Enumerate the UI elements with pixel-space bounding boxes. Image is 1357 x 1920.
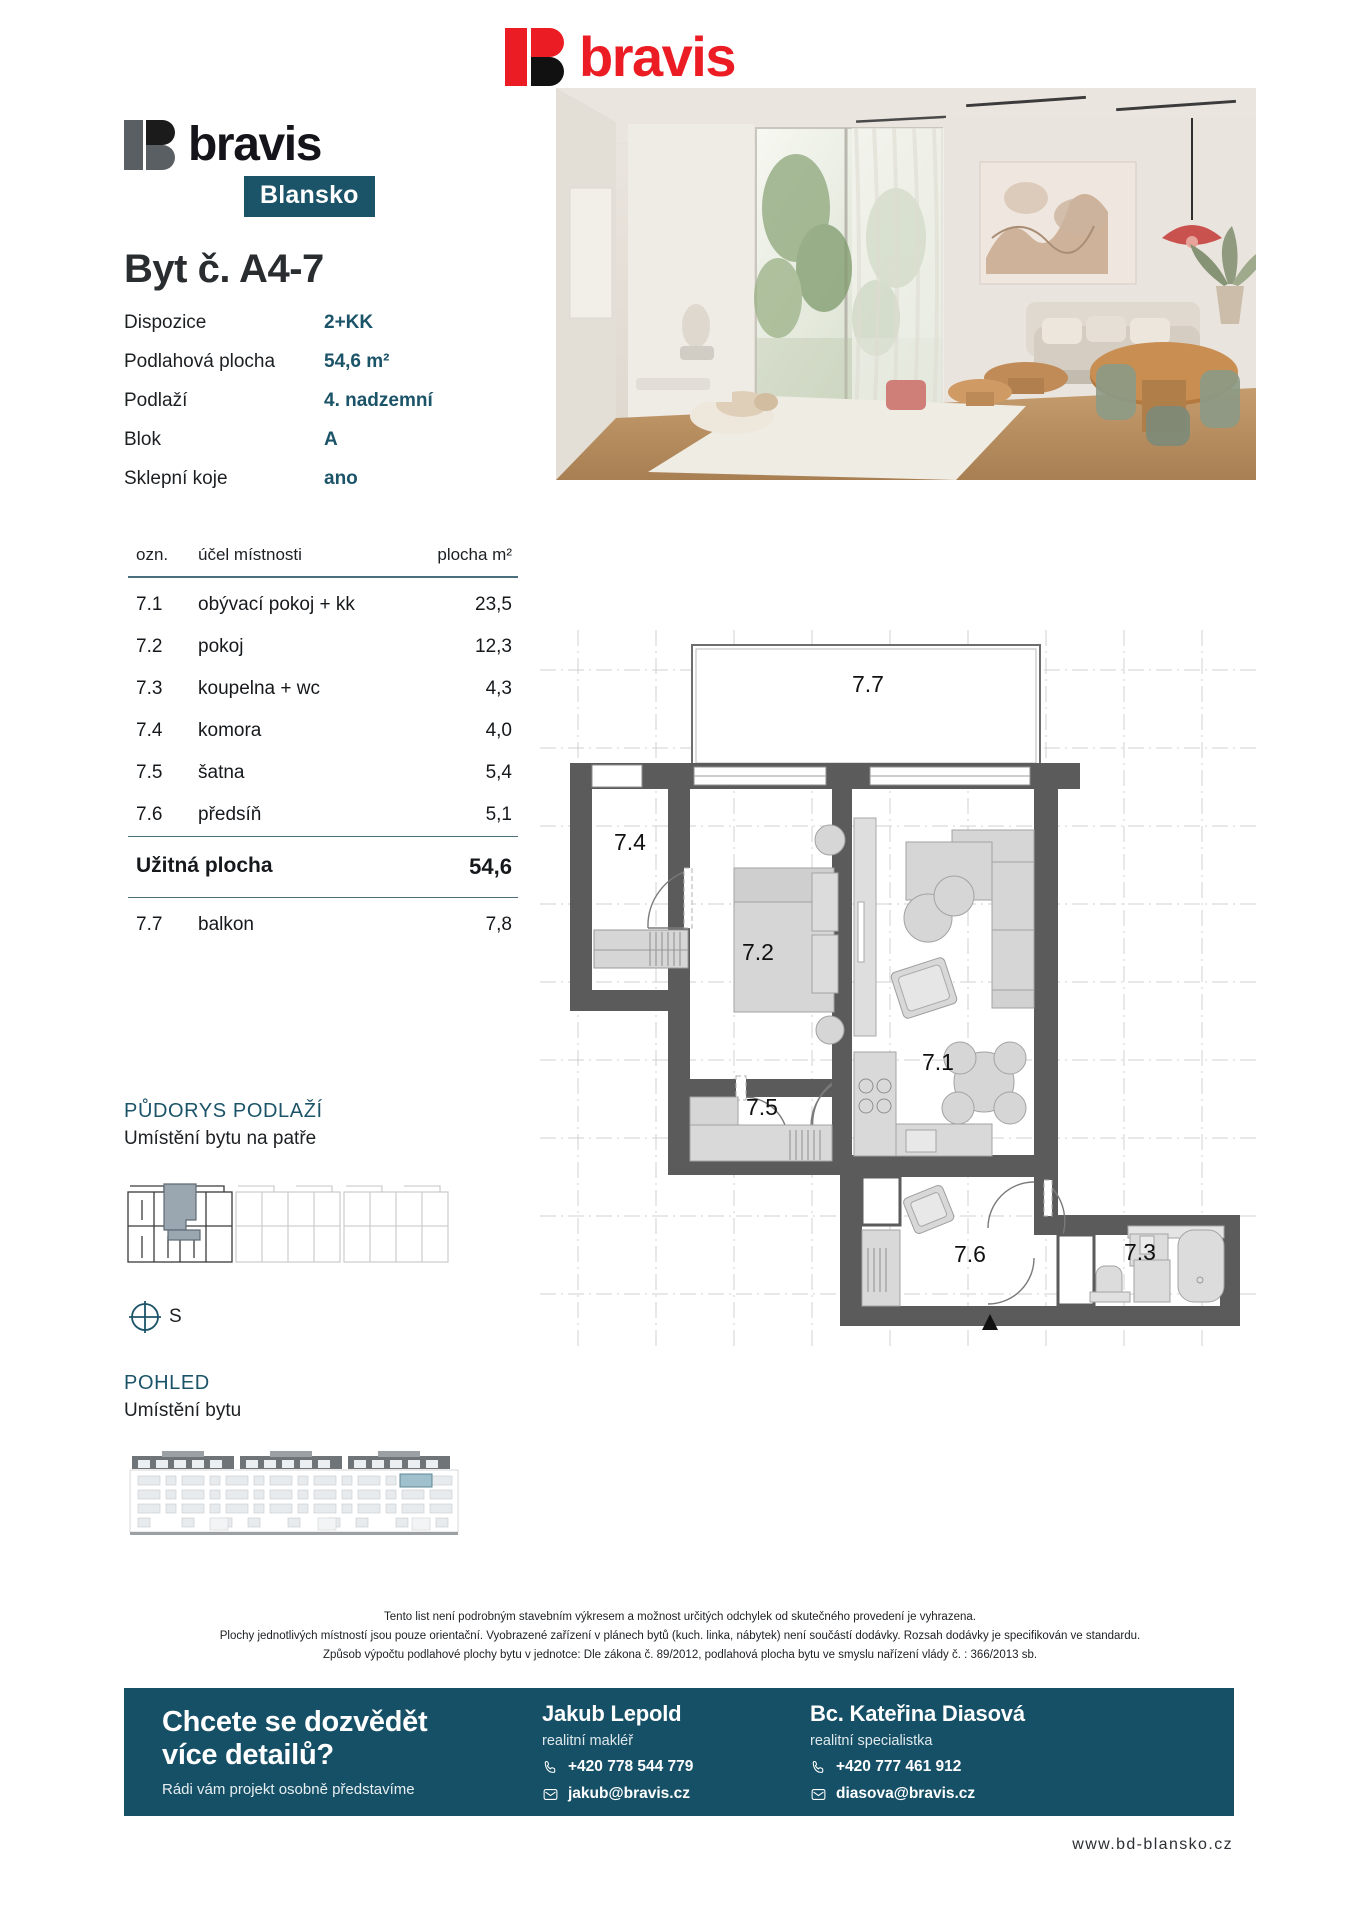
contact-phone: +420 777 461 912 <box>836 1758 962 1775</box>
room-code: 7.2 <box>136 636 163 657</box>
room-name: pokoj <box>198 636 244 657</box>
website-url[interactable]: www.bd-blansko.cz <box>1072 1836 1233 1853</box>
table-row <box>128 668 518 710</box>
room-area: 5,1 <box>485 804 512 825</box>
section-title-floor: PŮDORYS PODLAŽÍ <box>124 1100 323 1122</box>
contact-phone-row[interactable] <box>542 1758 810 1776</box>
spec-row <box>124 390 454 412</box>
spec-label: Dispozice <box>124 312 207 333</box>
bravis-b-mark-icon <box>505 28 567 86</box>
disclaimer-line-2: Plochy jednotlivých místností jsou pouze orientační. Vyobrazené zařízení v plánech bytů (kuch. linka, nábytek) není součástí dodávky. Rozsah dodávky je specifikován ve standardu. <box>219 1629 1141 1642</box>
contact-name: Bc. Kateřina Diasová <box>810 1701 1025 1726</box>
phone-icon <box>542 1759 559 1776</box>
disclaimer-line-1: Tento list není podrobným stavebním výkresem a možnost určitých odchylek od skutečného provedení je vyhrazena. <box>384 1611 976 1623</box>
room-code: 7.7 <box>136 914 163 935</box>
floor-location-section <box>124 1100 323 1150</box>
plan-label-72: 7.2 <box>742 939 774 965</box>
floor-key-plan-diagram <box>124 1180 464 1272</box>
plan-label-75: 7.5 <box>746 1094 778 1120</box>
top-brand-wordmark: bravis <box>579 25 735 88</box>
room-name: šatna <box>198 762 245 783</box>
column-header-area: plocha m² <box>437 545 512 564</box>
table-row <box>128 794 518 836</box>
table-row <box>128 752 518 794</box>
column-header-name: účel místnosti <box>198 545 302 564</box>
brand-wordmark: bravis <box>188 118 322 171</box>
room-area: 4,3 <box>485 678 512 699</box>
contact-email-row[interactable] <box>542 1785 810 1803</box>
compass-north-indicator <box>128 1300 182 1334</box>
table-row <box>128 710 518 752</box>
envelope-icon <box>542 1786 559 1803</box>
spec-label: Blok <box>124 429 161 450</box>
disclaimer-line-3: Způsob výpočtu podlahové plochy bytu v jednotce: Dle zákona č. 89/2012, podlahová plocha bytu ve smyslu nařízení vlády č. : 366/2013 sb. <box>322 1648 1038 1661</box>
legal-disclaimer <box>140 1608 1220 1665</box>
spec-value: ano <box>324 468 358 489</box>
brand-block <box>124 120 375 217</box>
room-code: 7.3 <box>136 678 163 699</box>
room-schedule-table <box>128 545 518 946</box>
contact-footer-band <box>124 1688 1234 1816</box>
room-area: 4,0 <box>485 720 512 741</box>
room-name: komora <box>198 720 262 741</box>
room-code: 7.6 <box>136 804 163 825</box>
phone-icon <box>810 1759 827 1776</box>
contact-email: diasova@bravis.cz <box>836 1785 976 1802</box>
spec-value: 2+KK <box>324 312 374 333</box>
spec-label: Podlahová plocha <box>124 351 276 372</box>
footer-headline-line1: Chcete se dozvědět <box>162 1706 428 1739</box>
section-subtitle-elevation: Umístění bytu <box>124 1400 242 1421</box>
section-title-elevation: POHLED <box>124 1372 210 1394</box>
spec-value: A <box>324 429 338 450</box>
plan-label-74: 7.4 <box>614 829 646 855</box>
interior-render-image <box>556 88 1256 480</box>
brand-location-badge: Blansko <box>244 176 375 217</box>
footer-subline: Rádi vám projekt osobně představíme <box>162 1780 415 1798</box>
contact-role: realitní specialistka <box>810 1733 933 1749</box>
spec-row <box>124 351 454 373</box>
table-total-row <box>128 837 518 897</box>
room-area: 12,3 <box>475 636 512 657</box>
spec-value: 54,6 m² <box>324 351 390 372</box>
room-area: 23,5 <box>475 594 512 615</box>
contact-card-1 <box>542 1701 810 1803</box>
plan-label-73: 7.3 <box>1124 1239 1156 1265</box>
envelope-icon <box>810 1786 827 1803</box>
total-label: Užitná plocha <box>136 854 273 877</box>
total-area: 54,6 <box>469 854 512 879</box>
top-brand-logo <box>505 25 735 88</box>
spec-row <box>124 468 454 490</box>
page-title: Byt č. A4-7 <box>124 247 324 291</box>
apartment-specs-list <box>124 312 454 507</box>
room-name: obývací pokoj + kk <box>198 594 355 615</box>
table-row <box>128 584 518 626</box>
contact-phone: +420 778 544 779 <box>568 1758 694 1775</box>
spec-label: Sklepní koje <box>124 468 228 489</box>
footer-cta-block <box>124 1706 542 1798</box>
apartment-floorplan-drawing <box>540 630 1260 1350</box>
spec-value: 4. nadzemní <box>324 390 433 411</box>
spec-row <box>124 312 454 334</box>
compass-icon <box>128 1300 162 1334</box>
contact-phone-row[interactable] <box>810 1758 1078 1776</box>
contact-role: realitní makléř <box>542 1733 634 1749</box>
bravis-b-mark-icon <box>124 120 176 170</box>
table-header-row <box>128 545 518 576</box>
plan-label-71: 7.1 <box>922 1049 954 1075</box>
spec-label: Podlaží <box>124 390 188 411</box>
contact-card-2 <box>810 1701 1078 1803</box>
compass-label: S <box>169 1306 182 1327</box>
contact-email-row[interactable] <box>810 1785 1078 1803</box>
contact-email: jakub@bravis.cz <box>568 1785 690 1802</box>
room-code: 7.1 <box>136 594 163 615</box>
contact-name: Jakub Lepold <box>542 1701 682 1726</box>
room-name: koupelna + wc <box>198 678 320 699</box>
table-row <box>128 626 518 668</box>
room-area: 7,8 <box>485 914 512 935</box>
building-elevation-diagram <box>124 1448 464 1540</box>
section-subtitle-floor: Umístění bytu na patře <box>124 1128 317 1149</box>
room-area: 5,4 <box>485 762 512 783</box>
room-name: balkon <box>198 914 254 935</box>
plan-label-76: 7.6 <box>954 1241 986 1267</box>
room-code: 7.5 <box>136 762 163 783</box>
plan-label-77: 7.7 <box>852 671 884 697</box>
room-name: předsíň <box>198 804 262 825</box>
elevation-section <box>124 1372 241 1422</box>
footer-headline-line2: více detailů? <box>162 1738 334 1771</box>
spec-row <box>124 429 454 451</box>
table-row <box>128 904 518 946</box>
column-header-code: ozn. <box>136 545 169 564</box>
room-code: 7.4 <box>136 720 163 741</box>
